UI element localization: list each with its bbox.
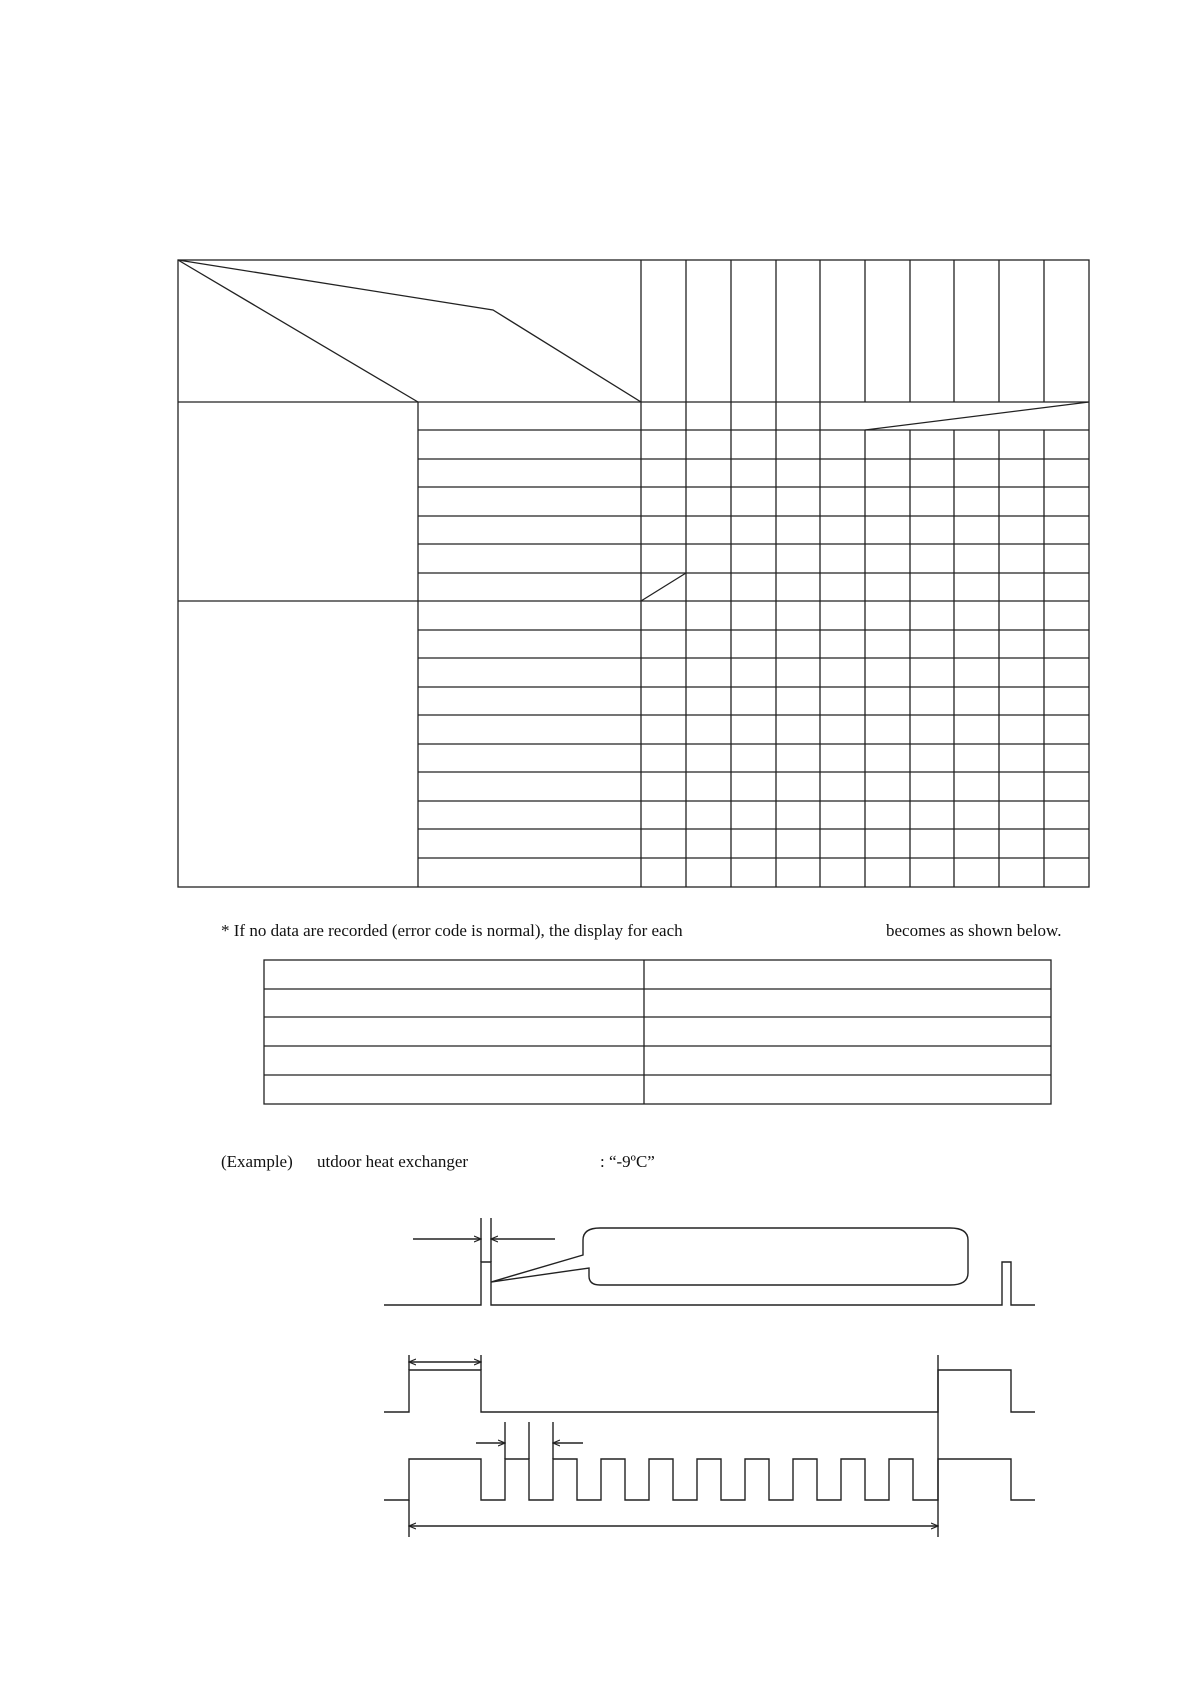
example-value: : “-9ºC” (600, 1152, 655, 1171)
signal-1-waveform (384, 1262, 1035, 1305)
callout-balloon (491, 1228, 968, 1285)
example-item: utdoor heat exchanger (317, 1152, 469, 1171)
note-text-continuation: becomes as shown below. (886, 921, 1062, 940)
signal-3-waveform (384, 1459, 1035, 1500)
example-label: (Example) (221, 1152, 293, 1171)
note-text: * If no data are recorded (error code is normal), the display for each (221, 921, 683, 940)
